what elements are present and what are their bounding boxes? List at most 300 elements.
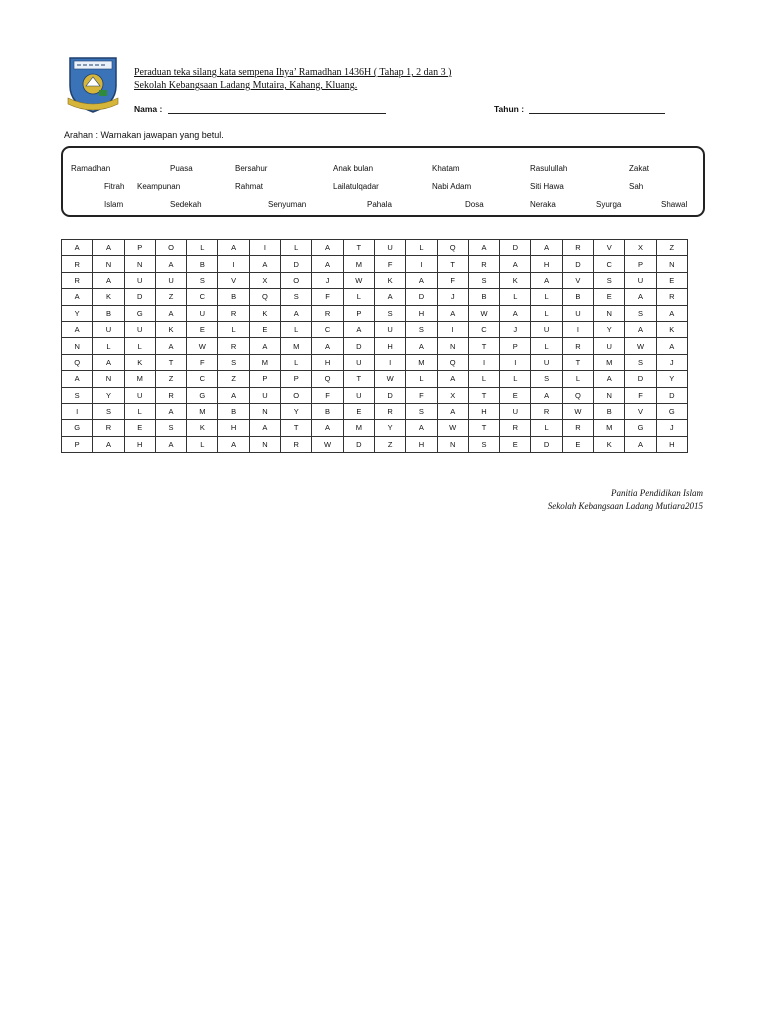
grid-cell[interactable]: B xyxy=(218,289,249,305)
grid-cell[interactable]: H xyxy=(406,305,437,321)
grid-cell[interactable]: J xyxy=(656,354,687,370)
grid-cell[interactable]: R xyxy=(218,305,249,321)
grid-cell[interactable]: U xyxy=(187,305,218,321)
grid-cell[interactable]: L xyxy=(406,240,437,256)
grid-cell[interactable]: L xyxy=(187,240,218,256)
grid-cell[interactable]: G xyxy=(124,305,155,321)
grid-cell[interactable]: K xyxy=(249,305,280,321)
grid-cell[interactable]: A xyxy=(281,305,312,321)
grid-cell[interactable]: L xyxy=(281,321,312,337)
grid-cell[interactable]: H xyxy=(531,256,562,272)
grid-cell[interactable]: B xyxy=(312,403,343,419)
grid-cell[interactable]: A xyxy=(406,420,437,436)
grid-cell[interactable]: F xyxy=(437,272,468,288)
grid-cell[interactable]: B xyxy=(594,403,625,419)
grid-cell[interactable]: S xyxy=(406,403,437,419)
grid-cell[interactable]: D xyxy=(531,436,562,452)
grid-cell[interactable]: F xyxy=(312,387,343,403)
grid-cell[interactable]: A xyxy=(437,305,468,321)
grid-cell[interactable]: S xyxy=(406,321,437,337)
grid-cell[interactable]: N xyxy=(594,387,625,403)
grid-cell[interactable]: S xyxy=(187,272,218,288)
grid-cell[interactable]: A xyxy=(218,240,249,256)
grid-cell[interactable]: S xyxy=(374,305,405,321)
grid-cell[interactable]: U xyxy=(343,354,374,370)
grid-cell[interactable]: Y xyxy=(656,371,687,387)
grid-cell[interactable]: H xyxy=(468,403,499,419)
grid-cell[interactable]: A xyxy=(155,256,186,272)
grid-cell[interactable]: I xyxy=(437,321,468,337)
grid-row xyxy=(62,420,688,436)
grid-cell[interactable]: D xyxy=(562,256,593,272)
instruction-text: Arahan : Warnakan jawapan yang betul. xyxy=(64,130,224,140)
grid-cell[interactable]: J xyxy=(500,321,531,337)
grid-cell[interactable]: L xyxy=(531,338,562,354)
grid-cell[interactable]: K xyxy=(155,321,186,337)
grid-cell[interactable]: Q xyxy=(249,289,280,305)
grid-cell[interactable]: R xyxy=(312,305,343,321)
grid-cell[interactable]: E xyxy=(656,272,687,288)
grid-cell[interactable]: W xyxy=(468,305,499,321)
grid-cell[interactable]: E xyxy=(500,387,531,403)
grid-cell[interactable]: C xyxy=(594,256,625,272)
grid-cell[interactable]: K xyxy=(594,436,625,452)
grid-cell[interactable]: I xyxy=(468,354,499,370)
grid-cell[interactable]: P xyxy=(625,256,656,272)
grid-cell[interactable]: E xyxy=(594,289,625,305)
grid-cell[interactable]: K xyxy=(656,321,687,337)
grid-cell[interactable]: P xyxy=(500,338,531,354)
grid-cell[interactable]: M xyxy=(343,420,374,436)
grid-row xyxy=(62,387,688,403)
grid-cell[interactable]: W xyxy=(374,371,405,387)
grid-cell[interactable]: L xyxy=(531,289,562,305)
word-item: Ramadhan xyxy=(71,164,111,173)
grid-cell[interactable]: W xyxy=(187,338,218,354)
grid-cell[interactable]: A xyxy=(437,371,468,387)
grid-cell[interactable]: A xyxy=(374,289,405,305)
grid-cell[interactable]: A xyxy=(625,289,656,305)
grid-cell[interactable]: H xyxy=(374,338,405,354)
grid-cell[interactable]: B xyxy=(218,403,249,419)
grid-cell[interactable]: A xyxy=(62,321,93,337)
grid-cell[interactable]: A xyxy=(93,436,124,452)
grid-cell[interactable]: A xyxy=(312,240,343,256)
grid-cell[interactable]: N xyxy=(93,371,124,387)
grid-cell[interactable]: Q xyxy=(437,354,468,370)
grid-cell[interactable]: Y xyxy=(281,403,312,419)
grid-cell[interactable]: N xyxy=(437,338,468,354)
grid-cell[interactable]: Z xyxy=(218,371,249,387)
grid-cell[interactable]: K xyxy=(93,289,124,305)
grid-cell[interactable]: F xyxy=(625,387,656,403)
grid-cell[interactable]: S xyxy=(594,272,625,288)
grid-cell[interactable]: K xyxy=(187,420,218,436)
grid-cell[interactable]: X xyxy=(437,387,468,403)
grid-cell[interactable]: L xyxy=(93,338,124,354)
grid-cell[interactable]: T xyxy=(343,240,374,256)
word-item: Bersahur xyxy=(235,164,268,173)
grid-cell[interactable]: L xyxy=(187,436,218,452)
grid-cell[interactable]: E xyxy=(124,420,155,436)
grid-cell[interactable]: A xyxy=(437,403,468,419)
grid-cell[interactable]: W xyxy=(625,338,656,354)
grid-cell[interactable]: L xyxy=(406,371,437,387)
grid-cell[interactable]: U xyxy=(343,387,374,403)
grid-cell[interactable]: E xyxy=(343,403,374,419)
grid-cell[interactable]: R xyxy=(62,256,93,272)
grid-cell[interactable]: A xyxy=(312,256,343,272)
grid-cell[interactable]: U xyxy=(625,272,656,288)
word-item: Shawal xyxy=(661,200,688,209)
grid-cell[interactable]: O xyxy=(281,272,312,288)
grid-cell[interactable]: N xyxy=(62,338,93,354)
grid-cell[interactable]: Z xyxy=(155,289,186,305)
grid-cell[interactable]: L xyxy=(531,305,562,321)
grid-cell[interactable]: R xyxy=(218,338,249,354)
grid-cell[interactable]: Q xyxy=(437,240,468,256)
grid-cell[interactable]: N xyxy=(93,256,124,272)
grid-cell[interactable]: Y xyxy=(594,321,625,337)
grid-cell[interactable]: U xyxy=(594,338,625,354)
name-label: Nama : xyxy=(134,104,163,114)
grid-cell[interactable]: T xyxy=(155,354,186,370)
grid-cell[interactable]: S xyxy=(93,403,124,419)
grid-cell[interactable]: P xyxy=(281,371,312,387)
grid-row xyxy=(62,371,688,387)
grid-cell[interactable]: C xyxy=(187,289,218,305)
grid-cell[interactable]: G xyxy=(62,420,93,436)
grid-row xyxy=(62,305,688,321)
word-list-box xyxy=(61,146,705,217)
grid-cell[interactable]: D xyxy=(281,256,312,272)
grid-cell[interactable]: M xyxy=(281,338,312,354)
grid-cell[interactable]: R xyxy=(281,436,312,452)
word-item: Fitrah xyxy=(104,182,125,191)
footer-line-1: Panitia Pendidikan Islam xyxy=(611,488,703,498)
name-field[interactable] xyxy=(134,104,386,114)
school-crest-logo xyxy=(66,52,120,114)
grid-cell[interactable]: A xyxy=(62,240,93,256)
grid-cell[interactable]: T xyxy=(343,371,374,387)
grid-cell[interactable]: U xyxy=(93,321,124,337)
grid-cell[interactable]: P xyxy=(343,305,374,321)
grid-cell[interactable]: M xyxy=(594,420,625,436)
grid-cell[interactable]: E xyxy=(562,436,593,452)
grid-cell[interactable]: B xyxy=(93,305,124,321)
grid-cell[interactable]: W xyxy=(562,403,593,419)
grid-cell[interactable]: M xyxy=(594,354,625,370)
grid-cell[interactable]: J xyxy=(312,272,343,288)
grid-cell[interactable]: X xyxy=(625,240,656,256)
grid-cell[interactable]: U xyxy=(531,321,562,337)
grid-row xyxy=(62,256,688,272)
grid-cell[interactable]: S xyxy=(155,420,186,436)
grid-cell[interactable]: U xyxy=(124,272,155,288)
grid-cell[interactable]: V xyxy=(562,272,593,288)
grid-cell[interactable]: L xyxy=(281,354,312,370)
grid-cell[interactable]: A xyxy=(155,403,186,419)
grid-row xyxy=(62,272,688,288)
grid-cell[interactable]: A xyxy=(500,256,531,272)
grid-cell[interactable]: A xyxy=(406,272,437,288)
grid-cell[interactable]: F xyxy=(406,387,437,403)
grid-cell[interactable]: I xyxy=(500,354,531,370)
grid-cell[interactable]: H xyxy=(406,436,437,452)
grid-cell[interactable]: N xyxy=(594,305,625,321)
grid-cell[interactable]: F xyxy=(374,256,405,272)
grid-cell[interactable]: A xyxy=(62,289,93,305)
word-item: Siti Hawa xyxy=(530,182,564,191)
grid-cell[interactable]: K xyxy=(500,272,531,288)
grid-cell[interactable]: R xyxy=(562,420,593,436)
grid-cell[interactable]: S xyxy=(281,289,312,305)
grid-cell[interactable]: D xyxy=(343,338,374,354)
grid-cell[interactable]: O xyxy=(155,240,186,256)
grid-cell[interactable]: Z xyxy=(374,436,405,452)
word-item: Lailatulqadar xyxy=(333,182,379,191)
grid-cell[interactable]: R xyxy=(531,403,562,419)
grid-cell[interactable]: Q xyxy=(312,371,343,387)
grid-cell[interactable]: P xyxy=(124,240,155,256)
grid-cell[interactable]: H xyxy=(124,436,155,452)
grid-cell[interactable]: D xyxy=(343,436,374,452)
word-item: Anak bulan xyxy=(333,164,374,173)
grid-cell[interactable]: L xyxy=(124,338,155,354)
grid-cell[interactable]: T xyxy=(562,354,593,370)
grid-cell[interactable]: R xyxy=(562,338,593,354)
grid-cell[interactable]: S xyxy=(625,305,656,321)
grid-cell[interactable]: A xyxy=(625,321,656,337)
grid-cell[interactable]: P xyxy=(62,436,93,452)
grid-row xyxy=(62,289,688,305)
grid-cell[interactable]: A xyxy=(656,338,687,354)
grid-cell[interactable]: Z xyxy=(656,240,687,256)
grid-cell[interactable]: K xyxy=(124,354,155,370)
grid-cell[interactable]: I xyxy=(218,256,249,272)
grid-cell[interactable]: D xyxy=(124,289,155,305)
grid-cell[interactable]: Q xyxy=(562,387,593,403)
word-item: Pahala xyxy=(367,200,392,209)
year-label: Tahun : xyxy=(494,104,525,114)
grid-cell[interactable]: A xyxy=(406,338,437,354)
grid-cell[interactable]: J xyxy=(656,420,687,436)
grid-cell[interactable]: W xyxy=(437,420,468,436)
grid-cell[interactable]: U xyxy=(562,305,593,321)
name-blank-line[interactable] xyxy=(168,113,386,114)
grid-cell[interactable]: A xyxy=(155,436,186,452)
footer-line-2: Sekolah Kebangsaan Ladang Mutiara2015 xyxy=(547,501,703,511)
grid-cell[interactable]: N xyxy=(437,436,468,452)
grid-cell[interactable]: R xyxy=(562,240,593,256)
grid-cell[interactable]: Y xyxy=(62,305,93,321)
grid-cell[interactable]: W xyxy=(312,436,343,452)
title-line-2: Sekolah Kebangsaan Ladang Mutaira, Kahang, Kluang. xyxy=(134,80,358,91)
word-item: Rahmat xyxy=(235,182,264,191)
grid-cell[interactable]: M xyxy=(124,371,155,387)
grid-cell[interactable]: A xyxy=(155,338,186,354)
grid-cell[interactable]: M xyxy=(249,354,280,370)
grid-cell[interactable]: S xyxy=(62,387,93,403)
grid-cell[interactable]: C xyxy=(468,321,499,337)
grid-cell[interactable]: G xyxy=(656,403,687,419)
grid-cell[interactable]: T xyxy=(468,420,499,436)
grid-cell[interactable]: A xyxy=(62,371,93,387)
title-line-1: Peraduan teka silang kata sempena Ihya’ Ramadhan 1436H ( Tahap 1, 2 dan 3 ) xyxy=(134,67,452,78)
grid-cell[interactable]: T xyxy=(468,338,499,354)
grid-cell[interactable]: G xyxy=(625,420,656,436)
grid-cell[interactable]: A xyxy=(531,240,562,256)
grid-cell[interactable]: L xyxy=(468,371,499,387)
grid-cell[interactable]: D xyxy=(625,371,656,387)
grid-cell[interactable]: Y xyxy=(374,420,405,436)
word-item: Rasulullah xyxy=(530,164,568,173)
grid-cell[interactable]: E xyxy=(249,321,280,337)
year-field[interactable] xyxy=(494,104,665,114)
grid-cell[interactable]: I xyxy=(374,354,405,370)
grid-cell[interactable]: B xyxy=(187,256,218,272)
grid-cell[interactable]: C xyxy=(312,321,343,337)
grid-cell[interactable]: T xyxy=(468,387,499,403)
grid-cell[interactable]: S xyxy=(531,371,562,387)
grid-cell[interactable]: L xyxy=(281,240,312,256)
grid-cell[interactable]: R xyxy=(656,289,687,305)
grid-cell[interactable]: A xyxy=(218,436,249,452)
grid-cell[interactable]: A xyxy=(93,272,124,288)
grid-cell[interactable]: N xyxy=(124,256,155,272)
word-search-grid xyxy=(61,239,688,453)
grid-cell[interactable]: V xyxy=(218,272,249,288)
grid-cell[interactable]: U xyxy=(124,387,155,403)
grid-cell[interactable]: N xyxy=(656,256,687,272)
grid-cell[interactable]: L xyxy=(218,321,249,337)
word-item: Keampunan xyxy=(137,182,181,191)
grid-cell[interactable]: W xyxy=(343,272,374,288)
grid-cell[interactable]: Z xyxy=(155,371,186,387)
grid-cell[interactable]: B xyxy=(562,289,593,305)
grid-cell[interactable]: R xyxy=(62,272,93,288)
grid-cell[interactable]: F xyxy=(312,289,343,305)
grid-cell[interactable]: O xyxy=(281,387,312,403)
grid-row xyxy=(62,354,688,370)
grid-cell[interactable]: A xyxy=(594,371,625,387)
grid-cell[interactable]: U xyxy=(500,403,531,419)
grid-cell[interactable]: I xyxy=(62,403,93,419)
year-blank-line[interactable] xyxy=(529,113,665,114)
grid-cell[interactable]: N xyxy=(249,436,280,452)
word-item: Sah xyxy=(629,182,644,191)
grid-cell[interactable]: V xyxy=(594,240,625,256)
word-item: Senyuman xyxy=(268,200,307,209)
grid-cell[interactable]: Y xyxy=(93,387,124,403)
grid-cell[interactable]: L xyxy=(500,289,531,305)
grid-cell[interactable]: G xyxy=(187,387,218,403)
word-item: Sedekah xyxy=(170,200,202,209)
grid-cell[interactable]: E xyxy=(187,321,218,337)
grid-cell[interactable]: A xyxy=(312,420,343,436)
grid-row xyxy=(62,321,688,337)
grid-cell[interactable]: J xyxy=(437,289,468,305)
grid-cell[interactable]: B xyxy=(468,289,499,305)
grid-cell[interactable]: U xyxy=(531,354,562,370)
grid-cell[interactable]: D xyxy=(374,387,405,403)
grid-cell[interactable]: S xyxy=(468,272,499,288)
grid-cell[interactable]: L xyxy=(531,420,562,436)
grid-cell[interactable]: U xyxy=(155,272,186,288)
grid-cell[interactable]: A xyxy=(531,272,562,288)
grid-cell[interactable]: M xyxy=(343,256,374,272)
grid-cell[interactable]: A xyxy=(249,256,280,272)
grid-cell[interactable]: M xyxy=(406,354,437,370)
grid-cell[interactable]: R xyxy=(374,403,405,419)
grid-cell[interactable]: R xyxy=(468,256,499,272)
grid-cell[interactable]: D xyxy=(500,240,531,256)
grid-cell[interactable]: M xyxy=(187,403,218,419)
grid-cell[interactable]: A xyxy=(218,387,249,403)
grid-cell[interactable]: A xyxy=(656,305,687,321)
grid-cell[interactable]: K xyxy=(374,272,405,288)
grid-cell[interactable]: A xyxy=(93,240,124,256)
grid-cell[interactable]: H xyxy=(218,420,249,436)
grid-cell[interactable]: S xyxy=(218,354,249,370)
grid-cell[interactable]: U xyxy=(249,387,280,403)
grid-cell[interactable]: U xyxy=(374,321,405,337)
grid-cell[interactable]: A xyxy=(249,420,280,436)
grid-cell[interactable]: A xyxy=(468,240,499,256)
grid-cell[interactable]: H xyxy=(656,436,687,452)
grid-cell[interactable]: X xyxy=(249,272,280,288)
grid-cell[interactable]: I xyxy=(562,321,593,337)
grid-cell[interactable]: Q xyxy=(62,354,93,370)
grid-cell[interactable]: A xyxy=(625,436,656,452)
grid-cell[interactable]: A xyxy=(155,305,186,321)
grid-cell[interactable]: U xyxy=(374,240,405,256)
grid-cell[interactable]: A xyxy=(312,338,343,354)
grid-cell[interactable]: A xyxy=(93,354,124,370)
grid-cell[interactable]: C xyxy=(187,371,218,387)
grid-cell[interactable]: L xyxy=(500,371,531,387)
grid-cell[interactable]: L xyxy=(343,289,374,305)
grid-cell[interactable]: A xyxy=(531,387,562,403)
grid-cell[interactable]: R xyxy=(93,420,124,436)
grid-cell[interactable]: A xyxy=(249,338,280,354)
grid-cell[interactable]: P xyxy=(249,371,280,387)
grid-cell[interactable]: R xyxy=(500,420,531,436)
grid-cell[interactable]: I xyxy=(406,256,437,272)
grid-cell[interactable]: U xyxy=(124,321,155,337)
grid-cell[interactable]: S xyxy=(625,354,656,370)
grid-cell[interactable]: S xyxy=(468,436,499,452)
grid-cell[interactable]: T xyxy=(281,420,312,436)
grid-cell[interactable]: R xyxy=(155,387,186,403)
grid-cell[interactable]: A xyxy=(343,321,374,337)
grid-cell[interactable]: V xyxy=(625,403,656,419)
grid-cell[interactable]: L xyxy=(124,403,155,419)
grid-cell[interactable]: I xyxy=(249,240,280,256)
grid-cell[interactable]: T xyxy=(437,256,468,272)
grid-cell[interactable]: N xyxy=(249,403,280,419)
grid-cell[interactable]: H xyxy=(312,354,343,370)
grid-cell[interactable]: D xyxy=(656,387,687,403)
grid-row xyxy=(62,338,688,354)
grid-cell[interactable]: L xyxy=(562,371,593,387)
grid-row xyxy=(62,436,688,452)
grid-cell[interactable]: D xyxy=(406,289,437,305)
grid-cell[interactable]: E xyxy=(500,436,531,452)
grid-cell[interactable]: A xyxy=(500,305,531,321)
grid-row xyxy=(62,403,688,419)
grid-cell[interactable]: F xyxy=(187,354,218,370)
